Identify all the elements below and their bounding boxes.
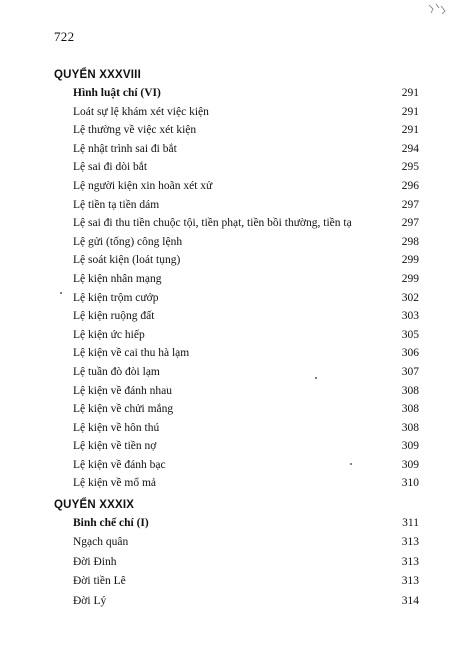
toc-entry bbox=[73, 326, 419, 345]
toc-entry-page: 297 bbox=[401, 217, 419, 230]
toc-entry-page: 308 bbox=[401, 421, 419, 434]
toc-entry-page: 308 bbox=[401, 384, 419, 397]
toc-entry bbox=[73, 514, 419, 533]
toc-entry bbox=[73, 196, 419, 215]
scan-speck bbox=[60, 292, 62, 294]
toc-entry bbox=[73, 400, 419, 419]
toc-entry bbox=[73, 553, 419, 572]
toc-entry bbox=[73, 233, 419, 252]
scan-speck bbox=[315, 377, 317, 379]
toc-list bbox=[54, 514, 419, 611]
toc-entry-page: 305 bbox=[401, 328, 419, 341]
toc-entry-page: 314 bbox=[401, 594, 419, 607]
toc-entry-page: 291 bbox=[401, 105, 419, 118]
toc-entry-title: Lệ kiện ức hiếp bbox=[73, 328, 145, 341]
toc-entry-title: Lệ kiện về chửi mắng bbox=[73, 403, 174, 416]
toc-entry-title: Lệ người kiện xin hoãn xét xử bbox=[73, 179, 213, 192]
toc-entry-title: Lệ kiện về mổ mả bbox=[73, 477, 157, 490]
toc-entry bbox=[73, 158, 419, 177]
toc-entry-title: Lệ sai đi dòi bắt bbox=[73, 161, 148, 174]
toc-entry bbox=[73, 572, 419, 591]
toc-entry bbox=[73, 437, 419, 456]
toc-entry bbox=[73, 382, 419, 401]
toc-entry-title: Lệ tiền tạ tiền dám bbox=[73, 198, 160, 211]
toc-entry-page: 302 bbox=[401, 291, 419, 304]
toc-entry-page: 291 bbox=[401, 87, 419, 99]
toc-entry-page: 313 bbox=[401, 555, 419, 568]
toc-entry-page: 307 bbox=[401, 365, 419, 378]
toc-entry-title: Binh chế chí (I) bbox=[73, 517, 149, 529]
toc-entry bbox=[73, 84, 419, 103]
toc-entry-title: Lệ kiện ruộng đất bbox=[73, 310, 155, 323]
toc-entry-page: 299 bbox=[401, 272, 419, 285]
toc-entry-title: Đời Lý bbox=[73, 594, 107, 607]
toc-entry-page: 295 bbox=[401, 161, 419, 174]
toc-entry-page: 306 bbox=[401, 347, 419, 360]
toc-entry bbox=[73, 456, 419, 475]
toc-entry bbox=[73, 344, 419, 363]
toc-entry-page: 309 bbox=[401, 440, 419, 453]
toc-section-quyen-39 bbox=[54, 496, 419, 611]
toc-entry-title: Lệ kiện về đánh nhau bbox=[73, 384, 172, 397]
toc-entry-title: Loát sự lệ khám xét việc kiện bbox=[73, 105, 209, 118]
toc-entry-title: Lệ soát kiện (loát tụng) bbox=[73, 254, 181, 267]
toc-entry-title: Lệ kiện về cai thu hà lạm bbox=[73, 347, 190, 360]
toc-entry bbox=[73, 214, 419, 233]
toc-entry bbox=[73, 270, 419, 289]
toc-entry-title: Lệ thường về việc xét kiện bbox=[73, 124, 197, 137]
toc-entry-page: 313 bbox=[401, 536, 419, 549]
scan-speck bbox=[350, 463, 352, 465]
toc-entry bbox=[73, 140, 419, 159]
toc-entry-title: Đời Đinh bbox=[73, 555, 117, 568]
toc-entry-title: Hình luật chí (VI) bbox=[73, 87, 161, 99]
toc-entry-title: Lệ kiện về hôn thú bbox=[73, 421, 160, 434]
toc-entry bbox=[73, 103, 419, 122]
toc-entry-page: 308 bbox=[401, 403, 419, 416]
toc-entry-title: Lệ gửi (tống) công lệnh bbox=[73, 235, 183, 248]
toc-section-quyen-38 bbox=[54, 66, 419, 493]
toc-entry-title: Lệ kiện trộm cướp bbox=[73, 291, 159, 304]
section-heading: QUYỂN XXXVIII bbox=[54, 69, 141, 81]
toc-entry-title: Ngạch quân bbox=[73, 536, 129, 549]
toc-entry bbox=[73, 592, 419, 611]
toc-entry-page: 294 bbox=[401, 142, 419, 155]
toc-entry-title: Lệ sai đi thu tiền chuộc tội, tiền phạt, tiền bồi thường, tiền tạ bbox=[73, 217, 352, 230]
toc-entry bbox=[73, 251, 419, 270]
toc-entry-title: Lệ tuần đò đòi lạm bbox=[73, 365, 160, 378]
toc-entry-page: 310 bbox=[401, 477, 419, 490]
toc-entry bbox=[73, 289, 419, 308]
toc-entry-title: Lệ nhật trình sai đi bắt bbox=[73, 142, 177, 155]
toc-entry-page: 313 bbox=[401, 575, 419, 588]
toc-entry bbox=[73, 363, 419, 382]
toc-entry bbox=[73, 121, 419, 140]
toc-entry-page: 298 bbox=[401, 235, 419, 248]
toc-entry-page: 309 bbox=[401, 458, 419, 471]
toc-entry-page: 311 bbox=[402, 517, 419, 529]
toc-entry-title: Lệ kiện về đánh bạc bbox=[73, 458, 166, 471]
toc-entry-page: 297 bbox=[401, 198, 419, 211]
corner-stamp-mark bbox=[427, 2, 447, 16]
toc-entry-title: Đời tiền Lê bbox=[73, 575, 126, 588]
toc-entry-title: Lệ kiện nhân mạng bbox=[73, 272, 162, 285]
toc-entry bbox=[73, 533, 419, 552]
toc-entry bbox=[73, 307, 419, 326]
toc-entry-page: 291 bbox=[401, 124, 419, 137]
toc-entry-page: 299 bbox=[401, 254, 419, 267]
toc-entry bbox=[73, 177, 419, 196]
toc-entry bbox=[73, 474, 419, 493]
toc-list bbox=[54, 84, 419, 493]
toc-entry-page: 303 bbox=[401, 310, 419, 323]
toc-entry bbox=[73, 419, 419, 438]
toc-entry-title: Lệ kiện về tiền nợ bbox=[73, 440, 157, 453]
toc-entry-page: 296 bbox=[401, 179, 419, 192]
page-number: 722 bbox=[54, 29, 75, 44]
section-heading: QUYỂN XXXIX bbox=[54, 499, 135, 511]
